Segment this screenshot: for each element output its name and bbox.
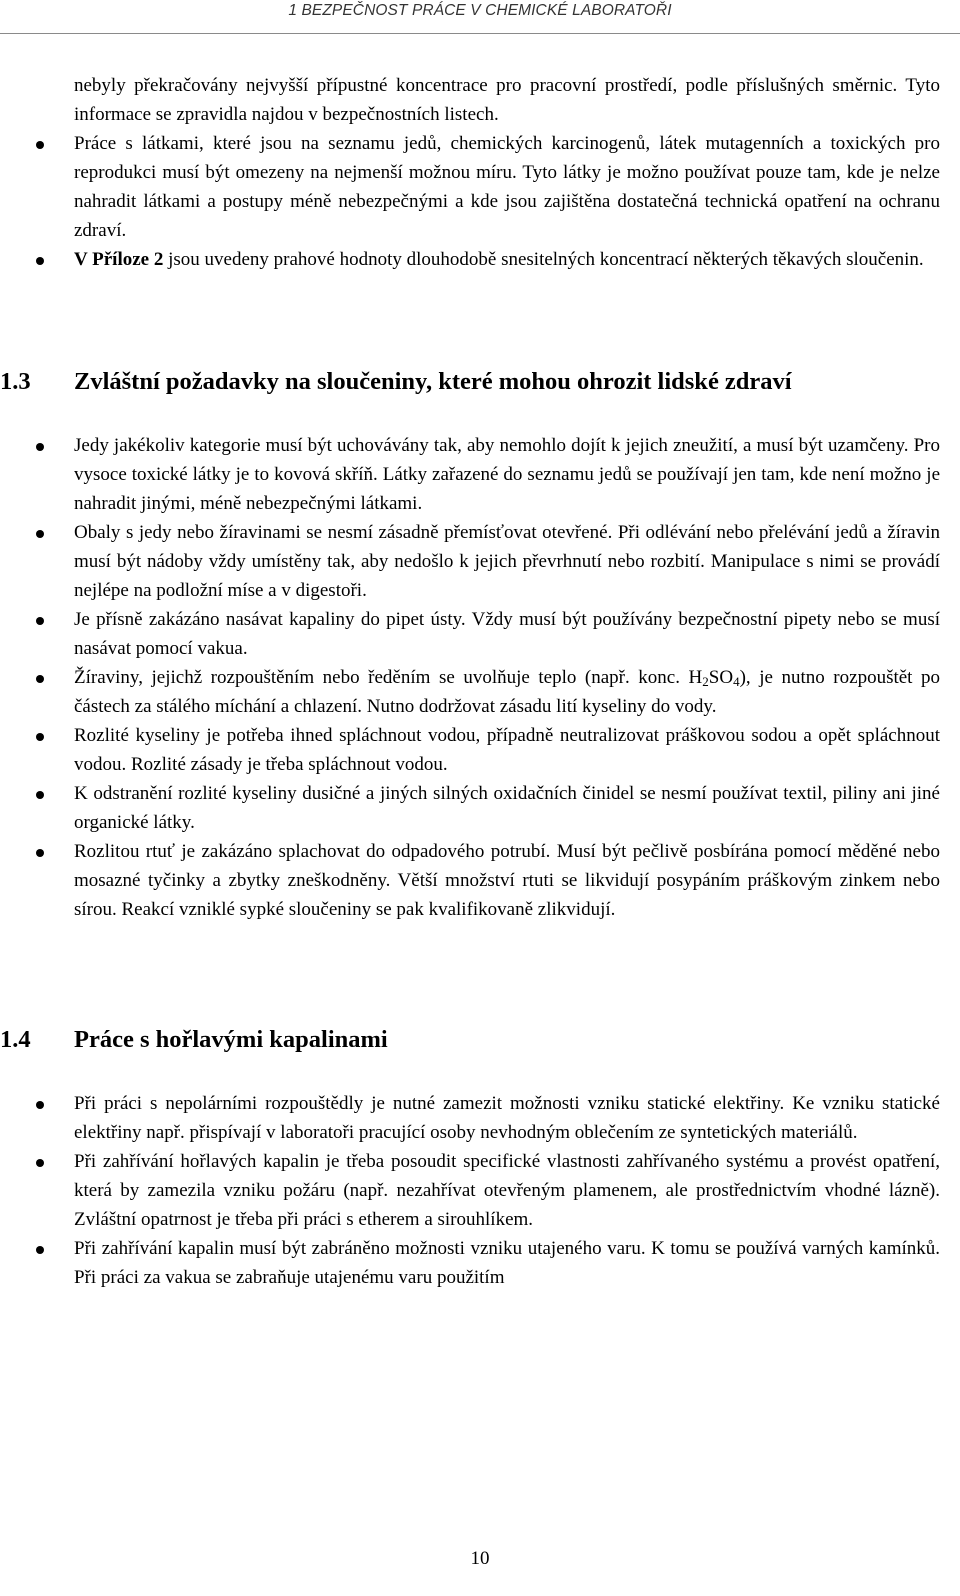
bullet-icon — [36, 530, 44, 538]
list-item: Při zahřívání kapalin musí být zabráněno možnosti vzniku utajeného varu. K tomu se používá varných kamínků. Při práci za vakua se zabraňuje utajenému varu použitím — [74, 1234, 940, 1292]
page-body — [0, 71, 941, 1292]
section-title: Zvláštní požadavky na sloučeniny, které mohou ohrozit lidské zdraví — [74, 368, 792, 395]
list-item: Při zahřívání hořlavých kapalin je třeba posoudit specifické vlastnosti zahřívaného systému a provést opatření, která by zamezila vzniku požáru (např. nezahřívat otevřeným plamenem, ale prostřednictvím vhodné lázně). Zvláštní opatrnost je třeba při práci s etherem a sirouhlíkem. — [74, 1147, 940, 1234]
list-item: Žíraviny, jejichž rozpouštěním nebo ředěním se uvolňuje teplo (např. konc. $H_2SO_4$), je nutno rozpouštět po částech za stálého míchání a chlazení. Nutno dodržovat zásadu lití kyseliny do vody. — [74, 663, 940, 721]
section-1-3-list — [74, 431, 940, 924]
list-item: Práce s látkami, které jsou na seznamu jedů, chemických karcinogenů, látek mutagenních a toxických pro reprodukci musí být omezeny na nejmenší možnou míru. Tyto látky je možno používat pouze tam, kde je nelze nahradit látkami a postupy méně nebezpečnými a kde jsou zajištěna dostatečná technická opatření na ochranu zdraví. — [74, 129, 940, 245]
list-item: Při práci s nepolárními rozpouštědly je nutné zamezit možnosti vzniku statické elektřiny. Ke vzniku statické elektřiny např. přispívají v laboratoři pracující osoby nevhodným oblečením ze syntetických materiálů. — [74, 1089, 940, 1147]
page-number: 10 — [470, 1548, 490, 1569]
bullet-icon — [36, 1159, 44, 1167]
intro-bullet-list — [74, 129, 940, 274]
bullet-icon — [36, 849, 44, 857]
continuation-paragraph: nebyly překračovány nejvyšší přípustné koncentrace pro pracovní prostředí, podle příslušných směrnic. Tyto informace se zpravidla najdou v bezpečnostních listech. — [74, 75, 940, 125]
bullet-icon — [36, 733, 44, 741]
bullet-icon — [36, 141, 44, 149]
bullet-icon — [36, 791, 44, 799]
section-heading-1-3 — [0, 366, 940, 398]
list-item: Rozlité kyseliny je potřeba ihned spláchnout vodou, případně neutralizovat práškovou sodou a opět spláchnout vodou. Rozlité zásady je třeba spláchnout vodou. — [74, 721, 940, 779]
list-item: V Příloze 2 jsou uvedeny prahové hodnoty dlouhodobě snesitelných koncentrací některých těkavých sloučenin. — [74, 245, 940, 274]
list-item: Obaly s jedy nebo žíravinami se nesmí zásadně přemísťovat otevřené. Při odlévání nebo přelévání jedů a žíravin musí být nádoby vždy umístěny tak, aby nedošlo k jejich převrhnutí nebo rozbití. Manipulace s nimi se provádí nejlépe na podložní míse a v digestoři. — [74, 518, 940, 605]
header-divider — [0, 33, 960, 34]
running-header: 1 BEZPEČNOST PRÁCE V CHEMICKÉ LABORATOŘI — [288, 2, 672, 19]
section-heading-1-4 — [0, 1024, 940, 1056]
annex-reference: V Příloze 2 — [74, 249, 164, 270]
bullet-icon — [36, 675, 44, 683]
section-title: Práce s hořlavými kapalinami — [74, 1026, 388, 1053]
section-number: 1.4 — [0, 1026, 31, 1053]
section-1-4-list — [74, 1089, 940, 1292]
bullet-icon — [36, 617, 44, 625]
bullet-icon — [36, 1101, 44, 1109]
list-item: Rozlitou rtuť je zakázáno splachovat do odpadového potrubí. Musí být pečlivě posbírána pomocí měděné nebo mosazné tyčinky a zbytky zneškodněny. Větší množství rtuti se likvidují posypáním práškovým zinkem nebo sírou. Reakcí vzniklé sypké sloučeniny se pak kvalifikovaně zlikvidují. — [74, 837, 940, 924]
bullet-icon — [36, 1246, 44, 1254]
list-item: Je přísně zakázáno nasávat kapaliny do pipet ústy. Vždy musí být používány bezpečnostní pipety nebo se musí nasávat pomocí vakua. — [74, 605, 940, 663]
bullet-icon — [36, 257, 44, 265]
bullet-icon — [36, 443, 44, 451]
list-item: K odstranění rozlité kyseliny dusičné a jiných silných oxidačních činidel se nesmí používat textil, piliny ani jiné organické látky. — [74, 779, 940, 837]
list-item: Jedy jakékoliv kategorie musí být uchovávány tak, aby nemohlo dojít k jejich zneužití, a musí být uzamčeny. Pro vysoce toxické látky je to kovová skříň. Látky zařazené do seznamu jedů se používají jen tam, kde není možno je nahradit jinými, méně nebezpečnými látkami. — [74, 431, 940, 518]
section-number: 1.3 — [0, 368, 31, 395]
